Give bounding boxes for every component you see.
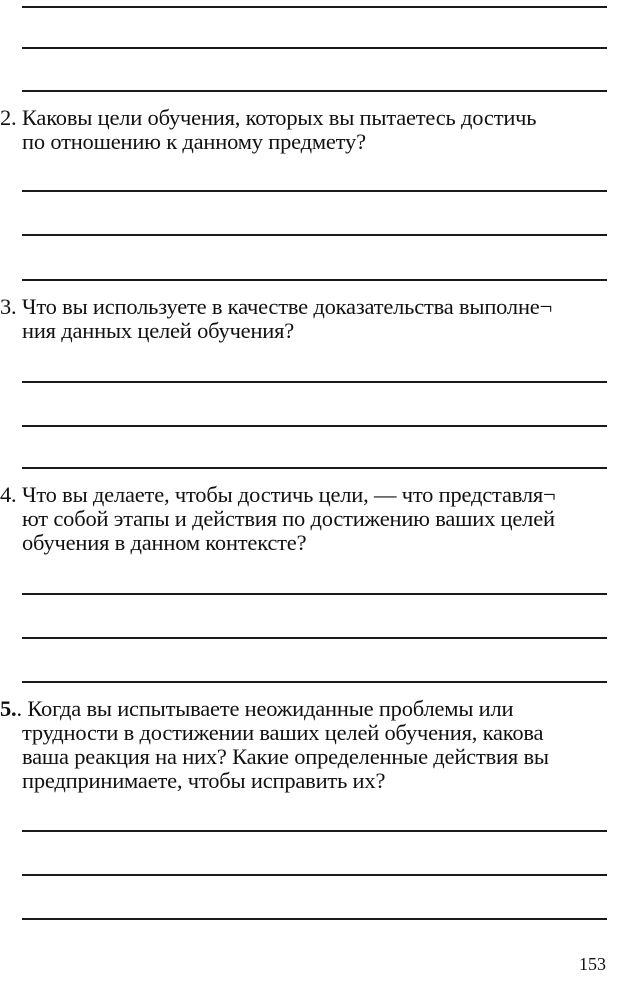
question-text-line: . Когда вы испытываете неожиданные проблемы или — [16, 696, 514, 721]
answer-line[interactable] — [22, 874, 607, 876]
question-number: 5. — [0, 696, 17, 721]
question-text-line: ют собой этапы и действия по достижению ваших целей — [22, 506, 555, 531]
answer-line[interactable] — [22, 593, 607, 595]
question-2 — [0, 106, 612, 154]
question-number: 2. — [0, 105, 17, 130]
answer-line[interactable] — [22, 425, 607, 427]
question-number: 3. — [0, 294, 17, 319]
answer-line[interactable] — [22, 830, 607, 832]
answer-line[interactable] — [22, 918, 607, 920]
answer-line[interactable] — [22, 637, 607, 639]
question-text-line: Что вы используете в качестве доказательства выполне¬ — [21, 294, 553, 319]
question-text-line: предпринимаете, чтобы исправить их? — [22, 768, 386, 793]
answer-line[interactable] — [22, 681, 607, 683]
answer-line[interactable] — [22, 467, 607, 469]
question-text-line: по отношению к данному предмету? — [22, 129, 366, 154]
question-number: 4. — [0, 482, 17, 507]
question-5 — [0, 697, 612, 793]
answer-line[interactable] — [22, 90, 607, 92]
answer-line[interactable] — [22, 234, 607, 236]
answer-line[interactable] — [22, 279, 607, 281]
question-text-line: трудности в достижении ваших целей обучения, какова — [22, 720, 544, 745]
question-text-line: Каковы цели обучения, которых вы пытаетесь достичь — [21, 105, 537, 130]
question-3 — [0, 295, 612, 343]
answer-line[interactable] — [22, 190, 607, 192]
answer-line[interactable] — [22, 6, 607, 8]
question-4 — [0, 483, 612, 555]
question-text-line: ния данных целей обучения? — [22, 318, 295, 343]
question-text-line: обучения в данном контексте? — [22, 530, 307, 555]
answer-line[interactable] — [22, 381, 607, 383]
page-number: 153 — [579, 954, 606, 974]
answer-line[interactable] — [22, 47, 607, 49]
question-text-line: Что вы делаете, чтобы достичь цели, — что представля¬ — [21, 482, 556, 507]
question-text-line: ваша реакция на них? Какие определенные действия вы — [22, 744, 549, 769]
